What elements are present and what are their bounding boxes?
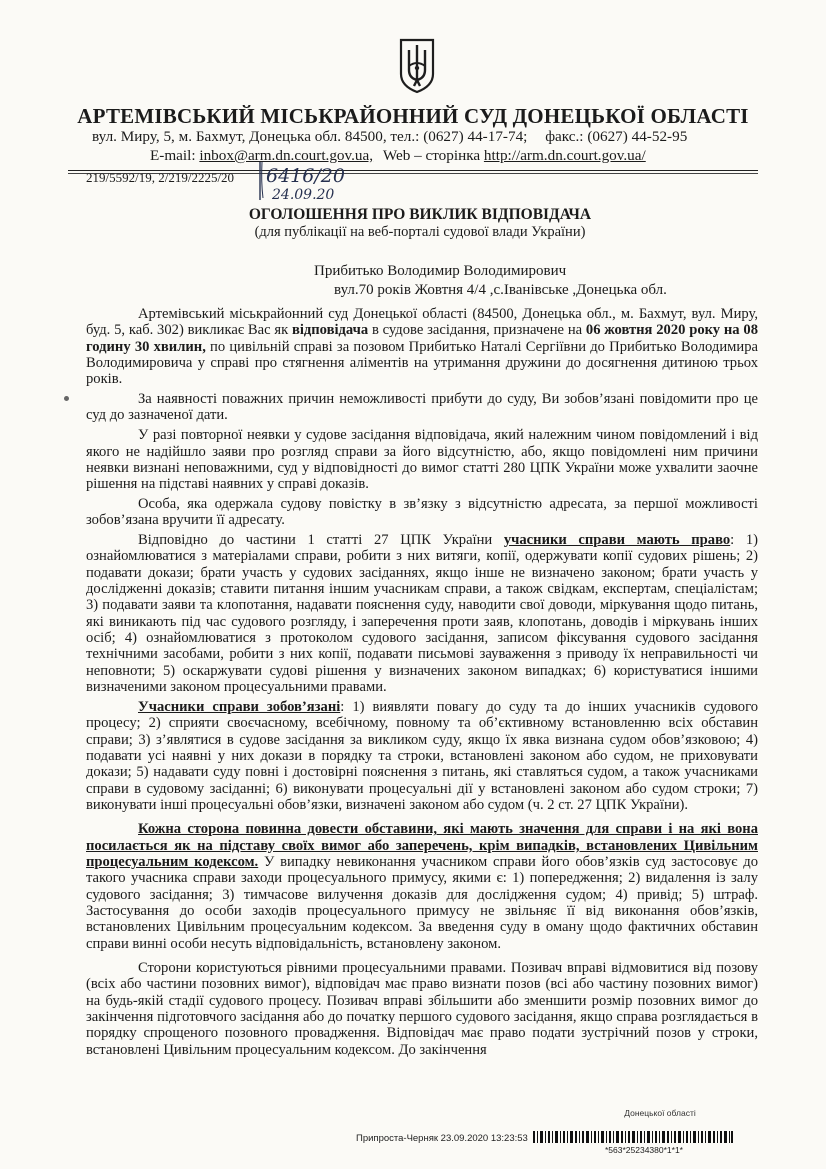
handwritten-registration-note	[258, 160, 370, 202]
court-stamp-text: Донецької області	[624, 1108, 696, 1118]
notice-subtitle: (для публікації на веб-порталі судової влади України)	[254, 224, 586, 240]
burden-of-proof-heading: Кожна сторона повинна довести обставини, які мають значення для справи і на які вона посилається як на підставу своїх вимог або заперечень, крім випадків, встановлених Цивільним процесуальним кодексом.	[86, 821, 758, 870]
obligations-list: : 1) виявляти повагу до суду та до інших учасників судового процесу; 2) сприяти своєчасному, всебічному, повному та об’єктивному встановленню всіх обставин справи; 3) з’являтися в судове засідання за викликом суду, якщо їх явка визнана судом обов’язковою; 4) подавати усі наявні у них докази в порядку та строки, встановлені законом або судом, не приховувати докази; 5) надавати суду повні і достовірні пояснення з питань, які ставляться судом, а також учасниками справи в судовому засіданні; 6) виконувати процесуальні дії у встановлені законом або судом строки; 7) виконувати інші процесуальні обов’язки, визначені законом або судом (ч. 2 ст. 27 ЦПК України).	[86, 698, 758, 813]
paragraph-obligations	[86, 699, 758, 813]
paragraph-summons	[86, 306, 758, 388]
summons-text: Артемівський міськрайонний суд Донецької області (84500, Донецька обл., м. Бахмут, вул. Миру, буд. 5, каб. 302) викликає Вас як	[86, 306, 758, 339]
notice-title: ОГОЛОШЕННЯ ПРО ВИКЛИК ВІДПОВІДАЧА	[248, 206, 592, 223]
court-address	[92, 128, 687, 146]
summons-text-2: в судове засідання, призначене на	[368, 322, 586, 339]
email-label: E-mail:	[150, 147, 196, 164]
paragraph-notify: За наявності поважних причин неможливості прибути до суду, Ви зобов’язані повідомити про це суд до зазначеної дати.	[86, 391, 758, 424]
paragraph-equal-rights: Сторони користуються рівними процесуальними правами. Позивач вправі відмовитися від позову (всіх або частини позовних вимог), відповідач має право визнати позов (всі або частину позовних вимог) на будь-якій стадії судового процесу. Позивач вправі збільшити або зменшити розмір позовних вимог до закінчення підготовчого засідання або до початку першого судового засідання, якщо справа розглядається в порядку спрощеного позовного провадження. Відповідач має право подати зустрічний позов у строки, встановлені Цивільним процесуальним кодексом. До закінчення	[86, 960, 758, 1058]
court-contacts	[150, 147, 646, 165]
court-address-text: вул. Миру, 5, м. Бахмут, Донецька обл. 84500, тел.: (0627) 44-17-74;	[92, 128, 528, 145]
rights-heading: учасники справи мають право	[503, 532, 731, 549]
paragraph-summons-delivery: Особа, яка одержала судову повістку в зв’язку з відсутністю адресата, за першої можливості зобов’язана вручити її адресату.	[86, 495, 758, 529]
paragraph-default-judgment: У разі повторної неявки у судове засідання відповідача, який належним чином повідомлений і від якого не надійшло заяви про розгляд справи за його відсутністю, або, якщо повідомлені ним причини неявки визнані неповажними, суд у відповідності до вимог статті 280 ЦПК України може ухвалити заочне рішення на підставі наявних у справі доказів.	[86, 427, 758, 493]
summons-text-3: по цивільній справі за позовом Прибитько Наталі Сергіївни до Прибитько Володимира Володимировича у справі про стягнення аліментів на утримання дружини до досягнення дитиною трьох років.	[86, 338, 758, 388]
obligations-heading: Учасники справи зобов’язані	[138, 698, 341, 715]
court-name: АРТЕМІВСЬКИЙ МІСЬКРАЙОННИЙ СУД ДОНЕЦЬКОЇ ОБЛАСТІ	[77, 104, 749, 128]
notice-body	[86, 306, 758, 1061]
addressee-block	[314, 262, 667, 300]
trident-emblem-icon	[397, 36, 437, 94]
handwritten-number: 6416/20	[266, 165, 345, 187]
addressee-address: вул.70 років Жовтня 4/4 ,с.Іванівське ,Донецька обл.	[334, 282, 667, 298]
court-fax: факс.: (0627) 44-52-95	[545, 128, 688, 145]
handwritten-date: 24.09.20	[272, 187, 335, 202]
email-link[interactable]: inbox@arm.dn.court.gov.ua,	[199, 147, 374, 164]
barcode-number: *563*25234380*1*1*	[605, 1145, 683, 1155]
paragraph-burden-of-proof	[86, 821, 758, 952]
rights-intro: Відповідно до частини 1 статті 27 ЦПК України	[138, 532, 504, 549]
margin-dot	[64, 396, 69, 401]
addressee-name: Прибитько Володимир Володимирович	[314, 263, 567, 279]
barcode-icon	[533, 1131, 733, 1143]
coercion-measures: У випадку невиконання учасником справи його обов’язків суд застосовує до такого учасника справи заходи процесуального примусу, якими є: 1) попередження; 2) видалення із залу судового засідання; 3) тимчасове вилучення доказів для дослідження судом; 4) привід; 5) штраф. Застосування до особи заходів процесуального примусу не звільняє її від виконання обов’язків, встановлених Цивільним процесуальним кодексом. За введення суду в оману щодо фактичних обставин справи винні особи несуть відповідальність, встановлену законом.	[86, 853, 759, 952]
registration-footer: Припроста-Черняк 23.09.2020 13:23:53	[356, 1133, 528, 1144]
role-defendant: відповідача	[291, 322, 369, 339]
web-label: Web – сторінка	[382, 147, 481, 164]
rights-list: : 1) ознайомлюватися з матеріалами справи, робити з них витяги, копії, одержувати копії судових рішень; 2) подавати докази; брати участь у судових засіданнях, якщо інше не визначено законом; брати участь у дослідженні доказів; ставити питання іншим учасникам справи, а також свідкам, експертам, спеціалістам; 3) подавати заяви та клопотання, надавати пояснення суду, наводити свої доводи, міркування щодо питань, які виникають під час судового розгляду, і заперечення проти заяв, клопотань, доводів і міркувань інших осіб; 4) ознайомлюватися з протоколом судового засідання, записом фіксування судового засідання технічними засобами, робити з них копії, подавати письмові зауваження з приводу їх неправильності чи неповноти; 5) оскаржувати судові рішення у визначених законом випадках; 6) користуватися іншими визначеними законом процесуальними правами.	[86, 532, 758, 696]
hearing-datetime: 06 жовтня 2020 року на 08 годину 30 хвилин,	[86, 322, 758, 355]
paragraph-rights	[86, 532, 758, 695]
web-link[interactable]: http://arm.dn.court.gov.ua/	[483, 147, 646, 164]
case-numbers: 219/5592/19, 2/219/2225/20	[86, 170, 235, 185]
